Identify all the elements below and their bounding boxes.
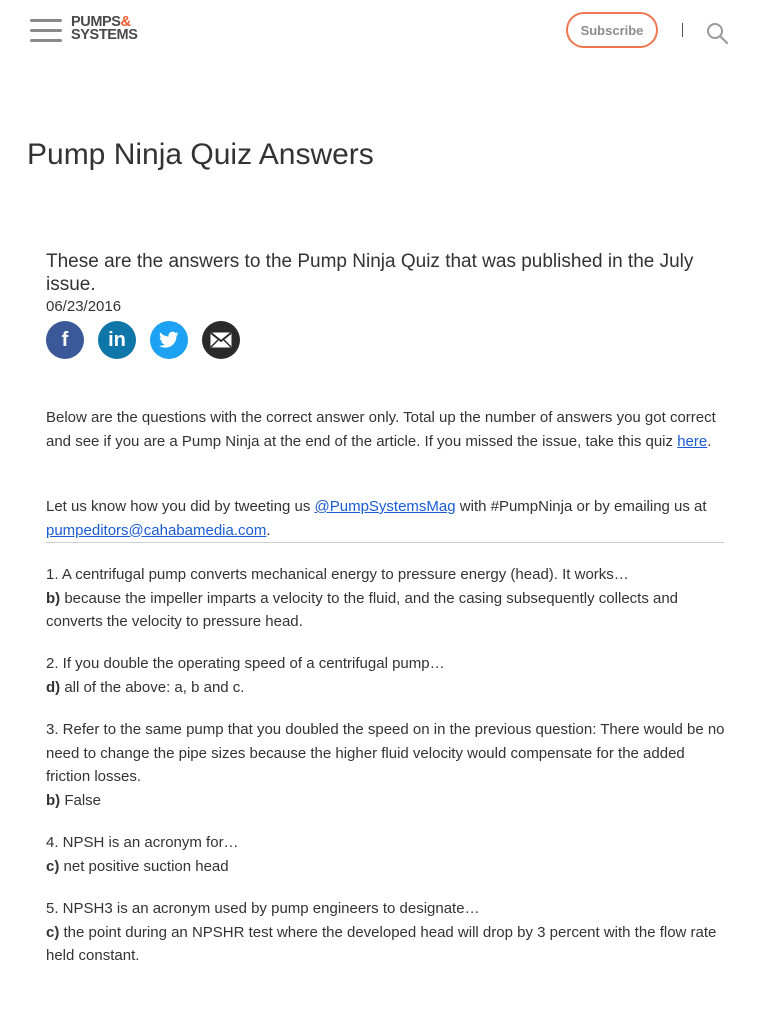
header-divider [682,23,683,37]
linkedin-icon: in [108,328,126,351]
quiz-item-5: 5. NPSH3 is an acronym used by pump engineers to designate… c) the point during an NPSHR test where the developed head will drop by 3 percent with the flow rate held constant. [46,900,717,964]
linkedin-share-button[interactable] [98,321,136,359]
quiz-item-2: 2. If you double the operating speed of a centrifugal pump… d) all of the above: a, b and c. [46,655,445,696]
email-link[interactable]: pumpeditors@cahabamedia.com [46,521,267,539]
section-divider [46,542,724,543]
facebook-icon: f [61,328,69,351]
email-share-button[interactable] [202,321,240,359]
article-header [46,250,726,359]
quiz-item-1: 1. A centrifugal pump converts mechanical energy to pressure energy (head). It works… b) because the impeller imparts a velocity to the fluid, and the casing subsequently collects and converts the velocity to pressure head. [46,566,679,630]
subscribe-button[interactable]: Subscribe [566,12,658,48]
quiz-link[interactable]: here [677,432,708,450]
share-bar [46,321,726,359]
page-title: Pump Ninja Quiz Answers [27,138,374,171]
site-header [0,0,768,64]
intro-paragraph: Below are the questions with the correct answer only. Total up the number of answers you got correct and see if you are a Pump Ninja at the end of the article. If you missed the issue, take this quiz here. [46,409,716,450]
site-logo[interactable]: PUMPS& SYSTEMS [71,14,138,43]
contact-paragraph: Let us know how you did by tweeting us @PumpSystemsMag with #PumpNinja or by emailing us at pumpeditors@cahabamedia.com. [46,498,707,539]
search-icon[interactable] [705,21,729,45]
twitter-icon [159,331,179,349]
quiz-item-4: 4. NPSH is an acronym for… c) net positive suction head [46,834,239,875]
hamburger-menu-icon[interactable] [30,18,62,44]
twitter-handle-link[interactable]: @PumpSystemsMag [314,498,456,515]
article-subtitle: These are the answers to the Pump Ninja Quiz that was published in the July issue. [46,251,694,295]
quiz-item-3: 3. Refer to the same pump that you doubled the speed on in the previous question: There would be no need to change the pipe sizes because the higher fluid velocity would compensate for the added friction losses. b) False [46,721,725,809]
facebook-share-button[interactable] [46,321,84,359]
twitter-share-button[interactable] [150,321,188,359]
article-date: 06/23/2016 [46,298,122,315]
envelope-icon [210,332,232,348]
